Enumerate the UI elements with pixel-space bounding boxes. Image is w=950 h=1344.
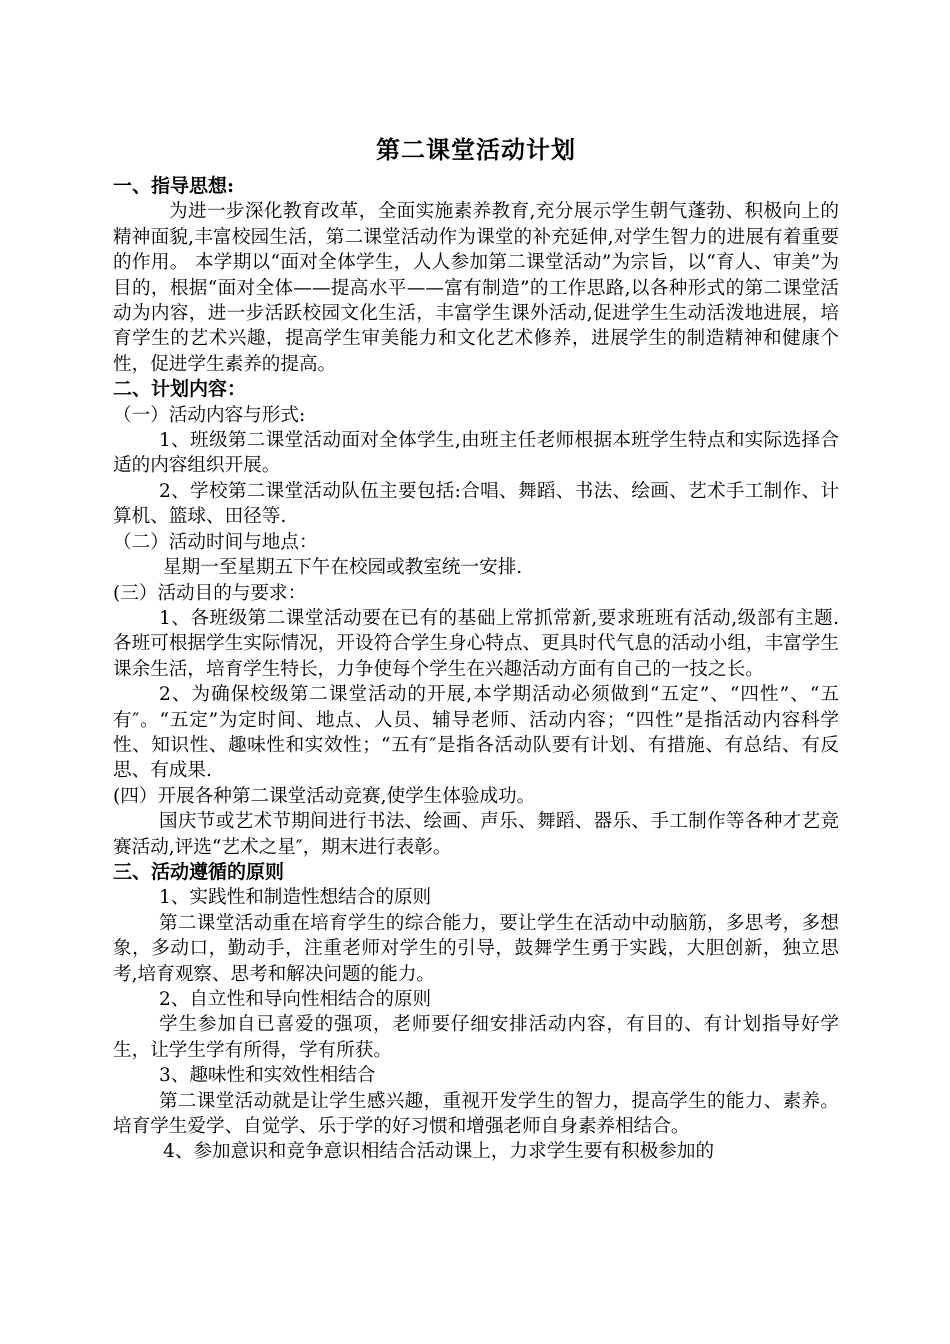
section-heading-principles: 三、活动遵循的原则 [113,860,285,883]
paragraph-five-fixed: 2、为确保校级第二课堂活动的开展,本学期活动必须做到“五定”、“四性”、“五有″。“五定”为定时间、地点、人员、辅导老师、活动内容；“四性”是指活动内容科学性、知识性、趣味性和实效性；“五有″是指各活动队要有计划、有措施、有总结、有反思、有成果. [113,684,839,782]
document-body [113,130,839,1165]
paragraph-time-and-place: 星期一至星期五下午在校园或教室统一安排. [163,557,523,579]
principle-heading-interest: 3、趣味性和实效性相结合 [159,1065,376,1087]
paragraph-class-activities: 1、班级第二课堂活动面对全体学生,由班主任老师根据本班学生特点和实际选择合适的内容组织开展。 [113,430,839,477]
subheading-goals-and-requirements: (三）活动目的与要求： [113,582,307,604]
paragraph-participation: 4、参加意识和竞争意识相结合活动课上，力求学生要有积极参加的 [163,1141,715,1163]
section-heading-guiding-ideology: 一、指导思想: [113,175,235,197]
paragraph-interest: 第二课堂活动就是让学生感兴趣，重视开发学生的智力，提高学生的能力、素养。培育学生爱学、自觉学、乐于学的好习惯和增强老师自身素养相结合。 [113,1090,839,1138]
paragraph-class-goals: 1、各班级第二课堂活动要在已有的基础上常抓常新,要求班班有活动,级部有主题.各班可根据学生实际情况，开设符合学生身心特点、更具时代气息的活动小组，丰富学生课余生活，培育学生特长，力争使每个学生在兴趣活动方面有自己的一技之长。 [113,607,839,680]
section-heading-plan-content: 二、计划内容： [113,378,247,401]
paragraph-guiding-ideology: 为进一步深化教育改革，全面实施素养教育,充分展示学生朝气蓬勃、积极向上的精神面貌,丰富校园生活，第二课堂活动作为课堂的补充延伸,对学生智力的进展有着重要的作用。 本学期以“面对全体学生，人人参加第二课堂活动”为宗旨，以“育人、审美”为目的，根据“面对全体——提高水平——富有制造”的工作思路,以各种形式的第二课堂活动为内容，进一步活跃校园文化生活，丰富学生课外活动,促进学生生动活泼地进展，培育学生的艺术兴趣，提高学生审美能力和文化艺术修养，进展学生的制造精神和健康个性，促进学生素养的提高。 [113,201,839,375]
subheading-content-and-form: （一）活动内容与形式: [113,404,306,426]
paragraph-practice: 第二课堂活动重在培育学生的综合能力，要让学生在活动中动脑筋，多思考，多想象，多动口，勤动手，注重老师对学生的引导，鼓舞学生勇于实践，大胆创新，独立思考,培育观察、思考和解决问题的能力。 [113,912,839,985]
paragraph-school-teams: 2、学校第二课堂活动队伍主要包括:合唱、舞蹈、书法、绘画、艺术手工制作、计算机、篮球、田径等. [113,480,839,528]
principle-heading-practice: 1、实践性和制造性想结合的原则 [159,887,432,909]
subheading-competitions: (四）开展各种第二课堂活动竞赛,使学生体验成功。 [113,785,536,807]
paragraph-independence: 学生参加自已喜爱的强项，老师要仔细安排活动内容，有目的、有计划指导好学生，让学生学有所得，学有所获。 [113,1014,839,1061]
page-title: 第二课堂活动计划 [376,135,576,164]
subheading-time-and-place: （二）活动时间与地点： [113,531,318,553]
paragraph-competitions: 国庆节或艺术节期间进行书法、绘画、声乐、舞蹈、器乐、手工制作等各种才艺竞赛活动,评选“艺术之星″，期末进行表彰。 [113,811,839,858]
principle-heading-independence: 2、自立性和导向性相结合的原则 [159,989,432,1010]
